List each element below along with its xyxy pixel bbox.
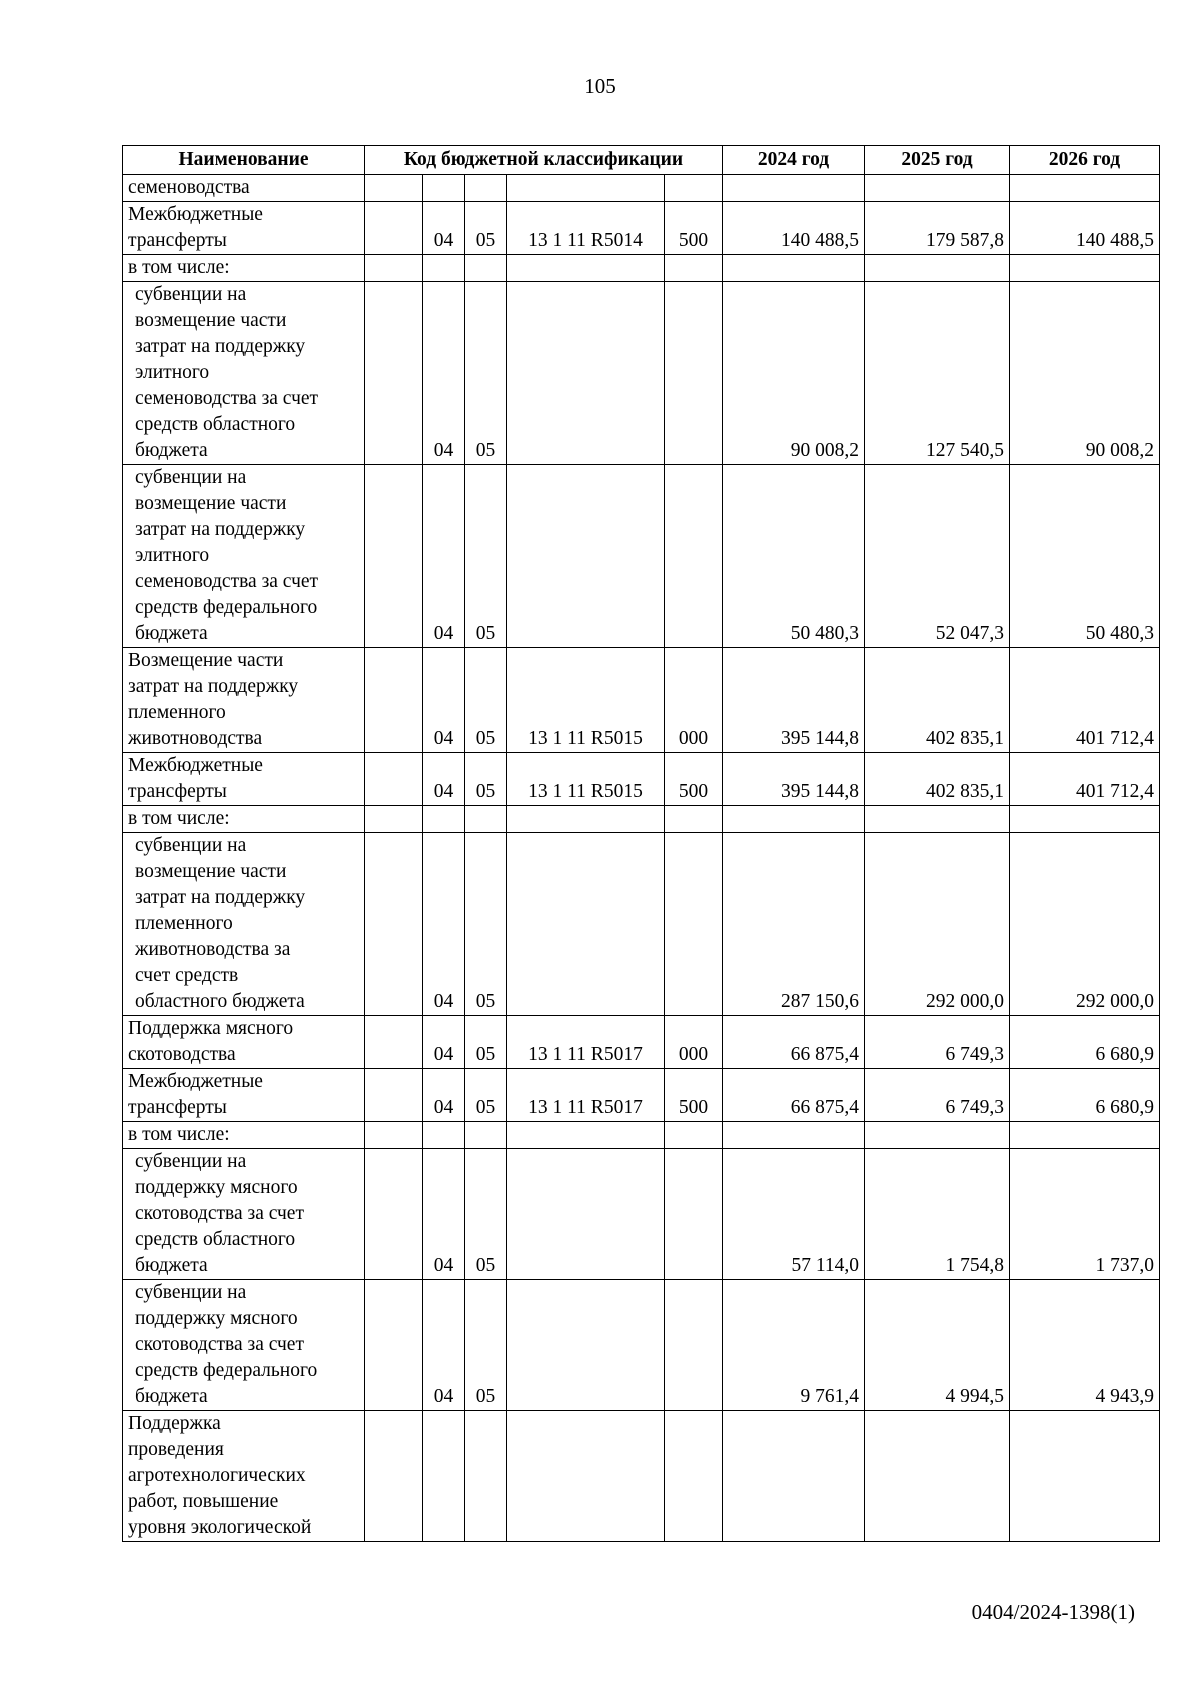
code-subsection-cell: 05 [465, 1016, 507, 1069]
row-name-cell: Поддержка проведения агротехнологических работ, повышение уровня экологической [123, 1411, 365, 1542]
code-expense-type-cell [665, 1122, 723, 1149]
amount-2026-cell [1010, 806, 1160, 833]
row-name-cell: Межбюджетные трансферты [123, 753, 365, 806]
code-subsection-cell: 05 [465, 833, 507, 1016]
code-section-cell [423, 806, 465, 833]
amount-2025-cell [865, 175, 1010, 202]
code-cell-empty [365, 465, 423, 648]
code-expense-type-cell [665, 806, 723, 833]
code-target-article-cell [507, 833, 665, 1016]
code-expense-type-cell [665, 833, 723, 1016]
code-subsection-cell [465, 1122, 507, 1149]
table-row [123, 282, 1160, 465]
row-name-cell: Межбюджетные трансферты [123, 1069, 365, 1122]
amount-2024-cell [723, 806, 865, 833]
table-body [123, 175, 1160, 1542]
row-name-cell: субвенции на поддержку мясного скотоводства за счет средств федерального бюджета [123, 1280, 365, 1411]
amount-2025-cell: 402 835,1 [865, 753, 1010, 806]
document-code: 0404/2024-1398(1) [971, 1600, 1135, 1624]
code-expense-type-cell [665, 175, 723, 202]
code-cell-empty [365, 648, 423, 753]
code-section-cell: 04 [423, 833, 465, 1016]
code-cell-empty [365, 282, 423, 465]
code-section-cell [423, 255, 465, 282]
amount-2024-cell: 395 144,8 [723, 753, 865, 806]
code-cell-empty [365, 1122, 423, 1149]
budget-table [122, 145, 1160, 1542]
table-row [123, 1149, 1160, 1280]
code-cell-empty [365, 175, 423, 202]
table-row [123, 1016, 1160, 1069]
amount-2026-cell: 90 008,2 [1010, 282, 1160, 465]
row-name-cell: в том числе: [123, 255, 365, 282]
amount-2024-cell [723, 255, 865, 282]
amount-2026-cell [1010, 255, 1160, 282]
code-section-cell: 04 [423, 1069, 465, 1122]
amount-2026-cell: 292 000,0 [1010, 833, 1160, 1016]
amount-2026-cell: 401 712,4 [1010, 753, 1160, 806]
table-row [123, 175, 1160, 202]
header-2025: 2025 год [865, 146, 1010, 175]
amount-2026-cell: 4 943,9 [1010, 1280, 1160, 1411]
code-subsection-cell [465, 1411, 507, 1542]
table-row [123, 648, 1160, 753]
code-cell-empty [365, 255, 423, 282]
code-expense-type-cell: 500 [665, 202, 723, 255]
amount-2024-cell: 140 488,5 [723, 202, 865, 255]
amount-2024-cell [723, 1122, 865, 1149]
code-expense-type-cell [665, 465, 723, 648]
code-cell-empty [365, 1016, 423, 1069]
code-subsection-cell: 05 [465, 202, 507, 255]
code-expense-type-cell: 500 [665, 753, 723, 806]
table-row [123, 833, 1160, 1016]
amount-2026-cell: 401 712,4 [1010, 648, 1160, 753]
code-section-cell [423, 1122, 465, 1149]
amount-2024-cell: 50 480,3 [723, 465, 865, 648]
header-2026: 2026 год [1010, 146, 1160, 175]
row-name-cell: Возмещение части затрат на поддержку племенного животноводства [123, 648, 365, 753]
amount-2026-cell: 6 680,9 [1010, 1016, 1160, 1069]
code-cell-empty [365, 1280, 423, 1411]
header-2024: 2024 год [723, 146, 865, 175]
code-target-article-cell [507, 255, 665, 282]
amount-2024-cell: 66 875,4 [723, 1069, 865, 1122]
table-row [123, 202, 1160, 255]
code-target-article-cell [507, 465, 665, 648]
table-row [123, 1069, 1160, 1122]
code-cell-empty [365, 833, 423, 1016]
amount-2025-cell [865, 1411, 1010, 1542]
code-target-article-cell [507, 1149, 665, 1280]
row-name-cell: субвенции на возмещение части затрат на поддержку племенного животноводства за счет средств областного бюджета [123, 833, 365, 1016]
code-expense-type-cell [665, 282, 723, 465]
code-target-article-cell [507, 1411, 665, 1542]
amount-2026-cell: 140 488,5 [1010, 202, 1160, 255]
table-row [123, 1411, 1160, 1542]
code-section-cell: 04 [423, 465, 465, 648]
row-name-cell: семеноводства [123, 175, 365, 202]
table-row [123, 465, 1160, 648]
code-section-cell [423, 1411, 465, 1542]
code-section-cell: 04 [423, 282, 465, 465]
amount-2024-cell: 90 008,2 [723, 282, 865, 465]
amount-2024-cell [723, 1411, 865, 1542]
code-target-article-cell: 13 1 11 R5017 [507, 1016, 665, 1069]
amount-2026-cell [1010, 175, 1160, 202]
table-row [123, 255, 1160, 282]
amount-2026-cell: 6 680,9 [1010, 1069, 1160, 1122]
code-cell-empty [365, 1149, 423, 1280]
code-cell-empty [365, 1069, 423, 1122]
row-name-cell: субвенции на возмещение части затрат на поддержку элитного семеноводства за счет средств областного бюджета [123, 282, 365, 465]
row-name-cell: Межбюджетные трансферты [123, 202, 365, 255]
code-target-article-cell [507, 806, 665, 833]
code-subsection-cell [465, 175, 507, 202]
amount-2024-cell: 57 114,0 [723, 1149, 865, 1280]
code-target-article-cell [507, 175, 665, 202]
code-cell-empty [365, 806, 423, 833]
code-section-cell: 04 [423, 1280, 465, 1411]
amount-2025-cell: 292 000,0 [865, 833, 1010, 1016]
code-section-cell: 04 [423, 202, 465, 255]
code-expense-type-cell: 500 [665, 1069, 723, 1122]
row-name-cell: субвенции на возмещение части затрат на поддержку элитного семеноводства за счет средств федерального бюджета [123, 465, 365, 648]
row-name-cell: субвенции на поддержку мясного скотоводства за счет средств областного бюджета [123, 1149, 365, 1280]
code-expense-type-cell [665, 1149, 723, 1280]
header-code: Код бюджетной классификации [365, 146, 723, 175]
amount-2026-cell [1010, 1122, 1160, 1149]
code-subsection-cell: 05 [465, 753, 507, 806]
amount-2024-cell: 66 875,4 [723, 1016, 865, 1069]
amount-2025-cell [865, 806, 1010, 833]
code-subsection-cell: 05 [465, 465, 507, 648]
amount-2024-cell: 9 761,4 [723, 1280, 865, 1411]
code-target-article-cell [507, 1122, 665, 1149]
amount-2026-cell [1010, 1411, 1160, 1542]
row-name-cell: в том числе: [123, 806, 365, 833]
amount-2025-cell: 402 835,1 [865, 648, 1010, 753]
amount-2026-cell: 1 737,0 [1010, 1149, 1160, 1280]
amount-2025-cell: 4 994,5 [865, 1280, 1010, 1411]
amount-2025-cell: 127 540,5 [865, 282, 1010, 465]
table-row [123, 753, 1160, 806]
amount-2025-cell: 1 754,8 [865, 1149, 1010, 1280]
amount-2025-cell: 179 587,8 [865, 202, 1010, 255]
table-row [123, 1280, 1160, 1411]
code-section-cell: 04 [423, 1016, 465, 1069]
amount-2025-cell: 6 749,3 [865, 1069, 1010, 1122]
code-expense-type-cell [665, 255, 723, 282]
code-expense-type-cell [665, 1411, 723, 1542]
code-subsection-cell [465, 255, 507, 282]
code-subsection-cell: 05 [465, 1069, 507, 1122]
code-cell-empty [365, 753, 423, 806]
code-cell-empty [365, 1411, 423, 1542]
amount-2025-cell: 6 749,3 [865, 1016, 1010, 1069]
amount-2024-cell [723, 175, 865, 202]
page-number: 105 [584, 74, 616, 98]
code-section-cell: 04 [423, 753, 465, 806]
code-subsection-cell [465, 806, 507, 833]
table-row [123, 1122, 1160, 1149]
code-section-cell: 04 [423, 648, 465, 753]
code-target-article-cell [507, 282, 665, 465]
header-name: Наименование [123, 146, 365, 175]
code-subsection-cell: 05 [465, 1280, 507, 1411]
code-expense-type-cell: 000 [665, 648, 723, 753]
amount-2025-cell [865, 1122, 1010, 1149]
code-target-article-cell: 13 1 11 R5017 [507, 1069, 665, 1122]
amount-2026-cell: 50 480,3 [1010, 465, 1160, 648]
code-cell-empty [365, 202, 423, 255]
table-row [123, 806, 1160, 833]
code-target-article-cell: 13 1 11 R5014 [507, 202, 665, 255]
code-target-article-cell [507, 1280, 665, 1411]
code-expense-type-cell [665, 1280, 723, 1411]
amount-2024-cell: 287 150,6 [723, 833, 865, 1016]
row-name-cell: в том числе: [123, 1122, 365, 1149]
code-expense-type-cell: 000 [665, 1016, 723, 1069]
row-name-cell: Поддержка мясного скотоводства [123, 1016, 365, 1069]
code-subsection-cell: 05 [465, 648, 507, 753]
amount-2025-cell: 52 047,3 [865, 465, 1010, 648]
code-target-article-cell: 13 1 11 R5015 [507, 753, 665, 806]
code-subsection-cell: 05 [465, 1149, 507, 1280]
amount-2024-cell: 395 144,8 [723, 648, 865, 753]
code-subsection-cell: 05 [465, 282, 507, 465]
code-section-cell: 04 [423, 1149, 465, 1280]
amount-2025-cell [865, 255, 1010, 282]
code-target-article-cell: 13 1 11 R5015 [507, 648, 665, 753]
code-section-cell [423, 175, 465, 202]
table-header-row [123, 146, 1160, 175]
